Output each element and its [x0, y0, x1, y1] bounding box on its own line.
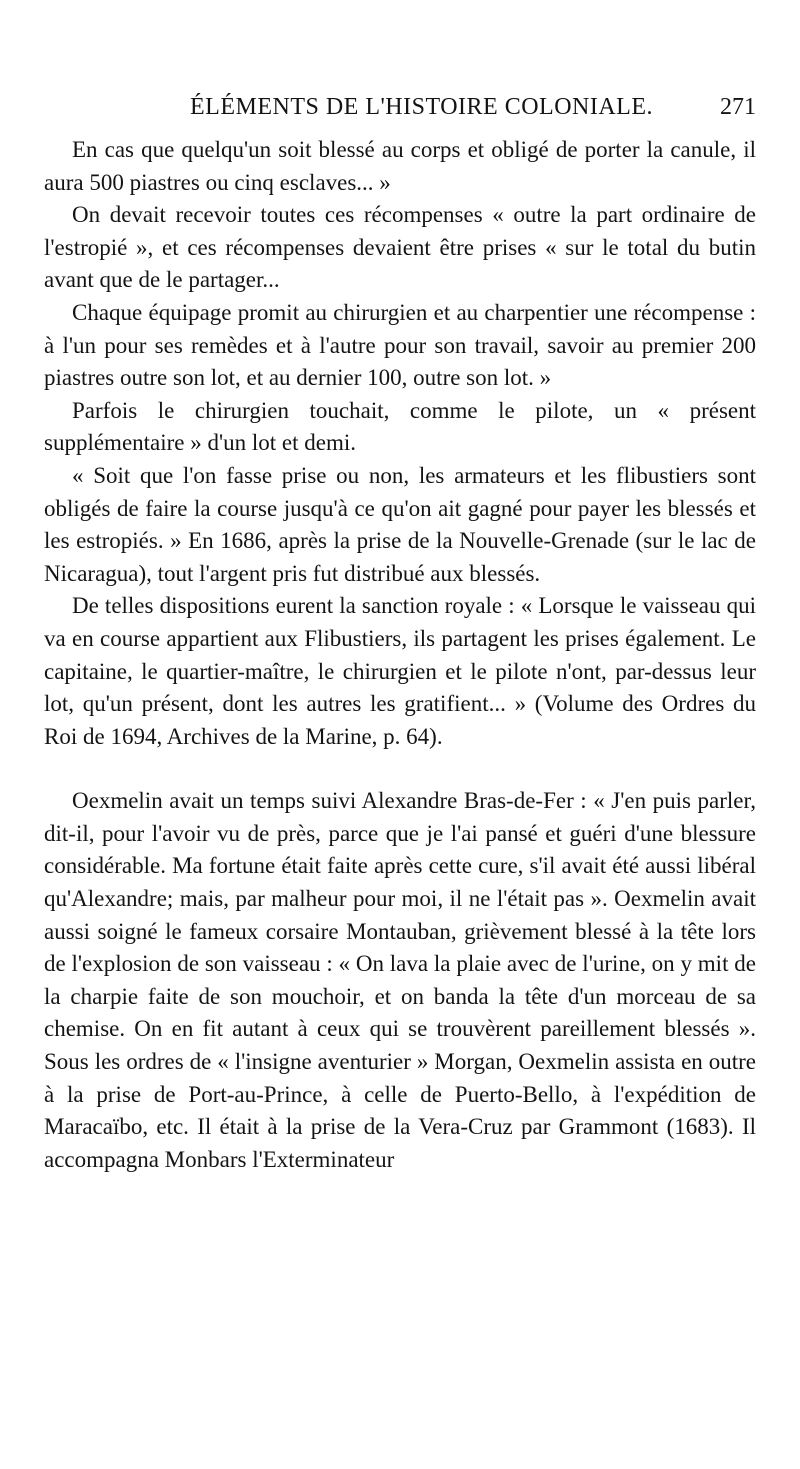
paragraph: En cas que quelqu'un soit blessé au corps et obligé de porter la canule, il aura 500 piastres ou cinq esclaves... » [44, 137, 756, 195]
page-header [44, 94, 756, 126]
paragraph: Parfois le chirurgien touchait, comme le pilote, un « présent supplémentaire » d'un lot et demi. [44, 397, 756, 456]
paragraph: Oexmelin avait un temps suivi Alexandre Bras-de-Fer : « J'en puis parler, dit-il, pour l'avoir vu de près, parce que je l'ai pansé et guéri d'une blessure considérable. Ma fortune était faite après cette cure, s'il avait été aussi libéral qu'Alexandre; mais, par malheur pour moi, il ne l'était pas ». Oexmelin avait aussi soigné le fameux corsaire Montauban, grièvement blessé à la tête lors de l'explosion de son vaisseau : « On lava la plaie avec de l'urine, on y mit de la charpie faite de son mouchoir, et on banda la tête d'un morceau de sa chemise. On en fit autant à ceux qui se trouvèrent pareillement blessés ». Sous les ordres de « l'insigne aventurier » Morgan, Oexmelin assista en outre à la prise de Port-au-Prince, à celle de Puerto-Bello, à l'expédition de Maracaïbo, etc. Il était à la prise de la Vera-Cruz par Grammont (1683). Il accompagna Monbars l'Exterminateur [44, 788, 756, 1172]
page-number: 271 [720, 94, 756, 120]
paragraph: De telles dispositions eurent la sanction royale : « Lorsque le vaisseau qui va en course appartient aux Flibustiers, ils partagent les prises également. Le capitaine, le quartier-maître, le chirurgien et le pilote n'ont, par-dessus leur lot, qu'un présent, dont les autres les gratifient... » (Volume des Ordres du Roi de 1694, Archives de la Marine, p. 64). [44, 593, 756, 749]
paragraph: On devait recevoir toutes ces récompenses « outre la part ordinaire de l'estropié », et ces récompenses devaient être prises « sur le total du butin avant que de le partager... [44, 202, 756, 293]
paragraph: Chaque équipage promit au chirurgien et au charpentier une récompense : à l'un pour ses remèdes et à l'autre pour son travail, savoir au premier 200 piastres outre son lot, et au dernier 100, outre son lot. » [44, 299, 756, 391]
running-title: ÉLÉMENTS DE L'HISTOIRE COLONIALE. [190, 94, 653, 120]
body-text [44, 134, 756, 1176]
paragraph: « Soit que l'on fasse prise ou non, les armateurs et les flibustiers sont obligés de faire la course jusqu'à ce qu'on ait gagné pour payer les blessés et les estropiés. » En 1686, après la prise de la Nouvelle-Grenade (sur le lac de Nicaragua), tout l'argent pris fut distribué aux blessés. [44, 462, 756, 586]
